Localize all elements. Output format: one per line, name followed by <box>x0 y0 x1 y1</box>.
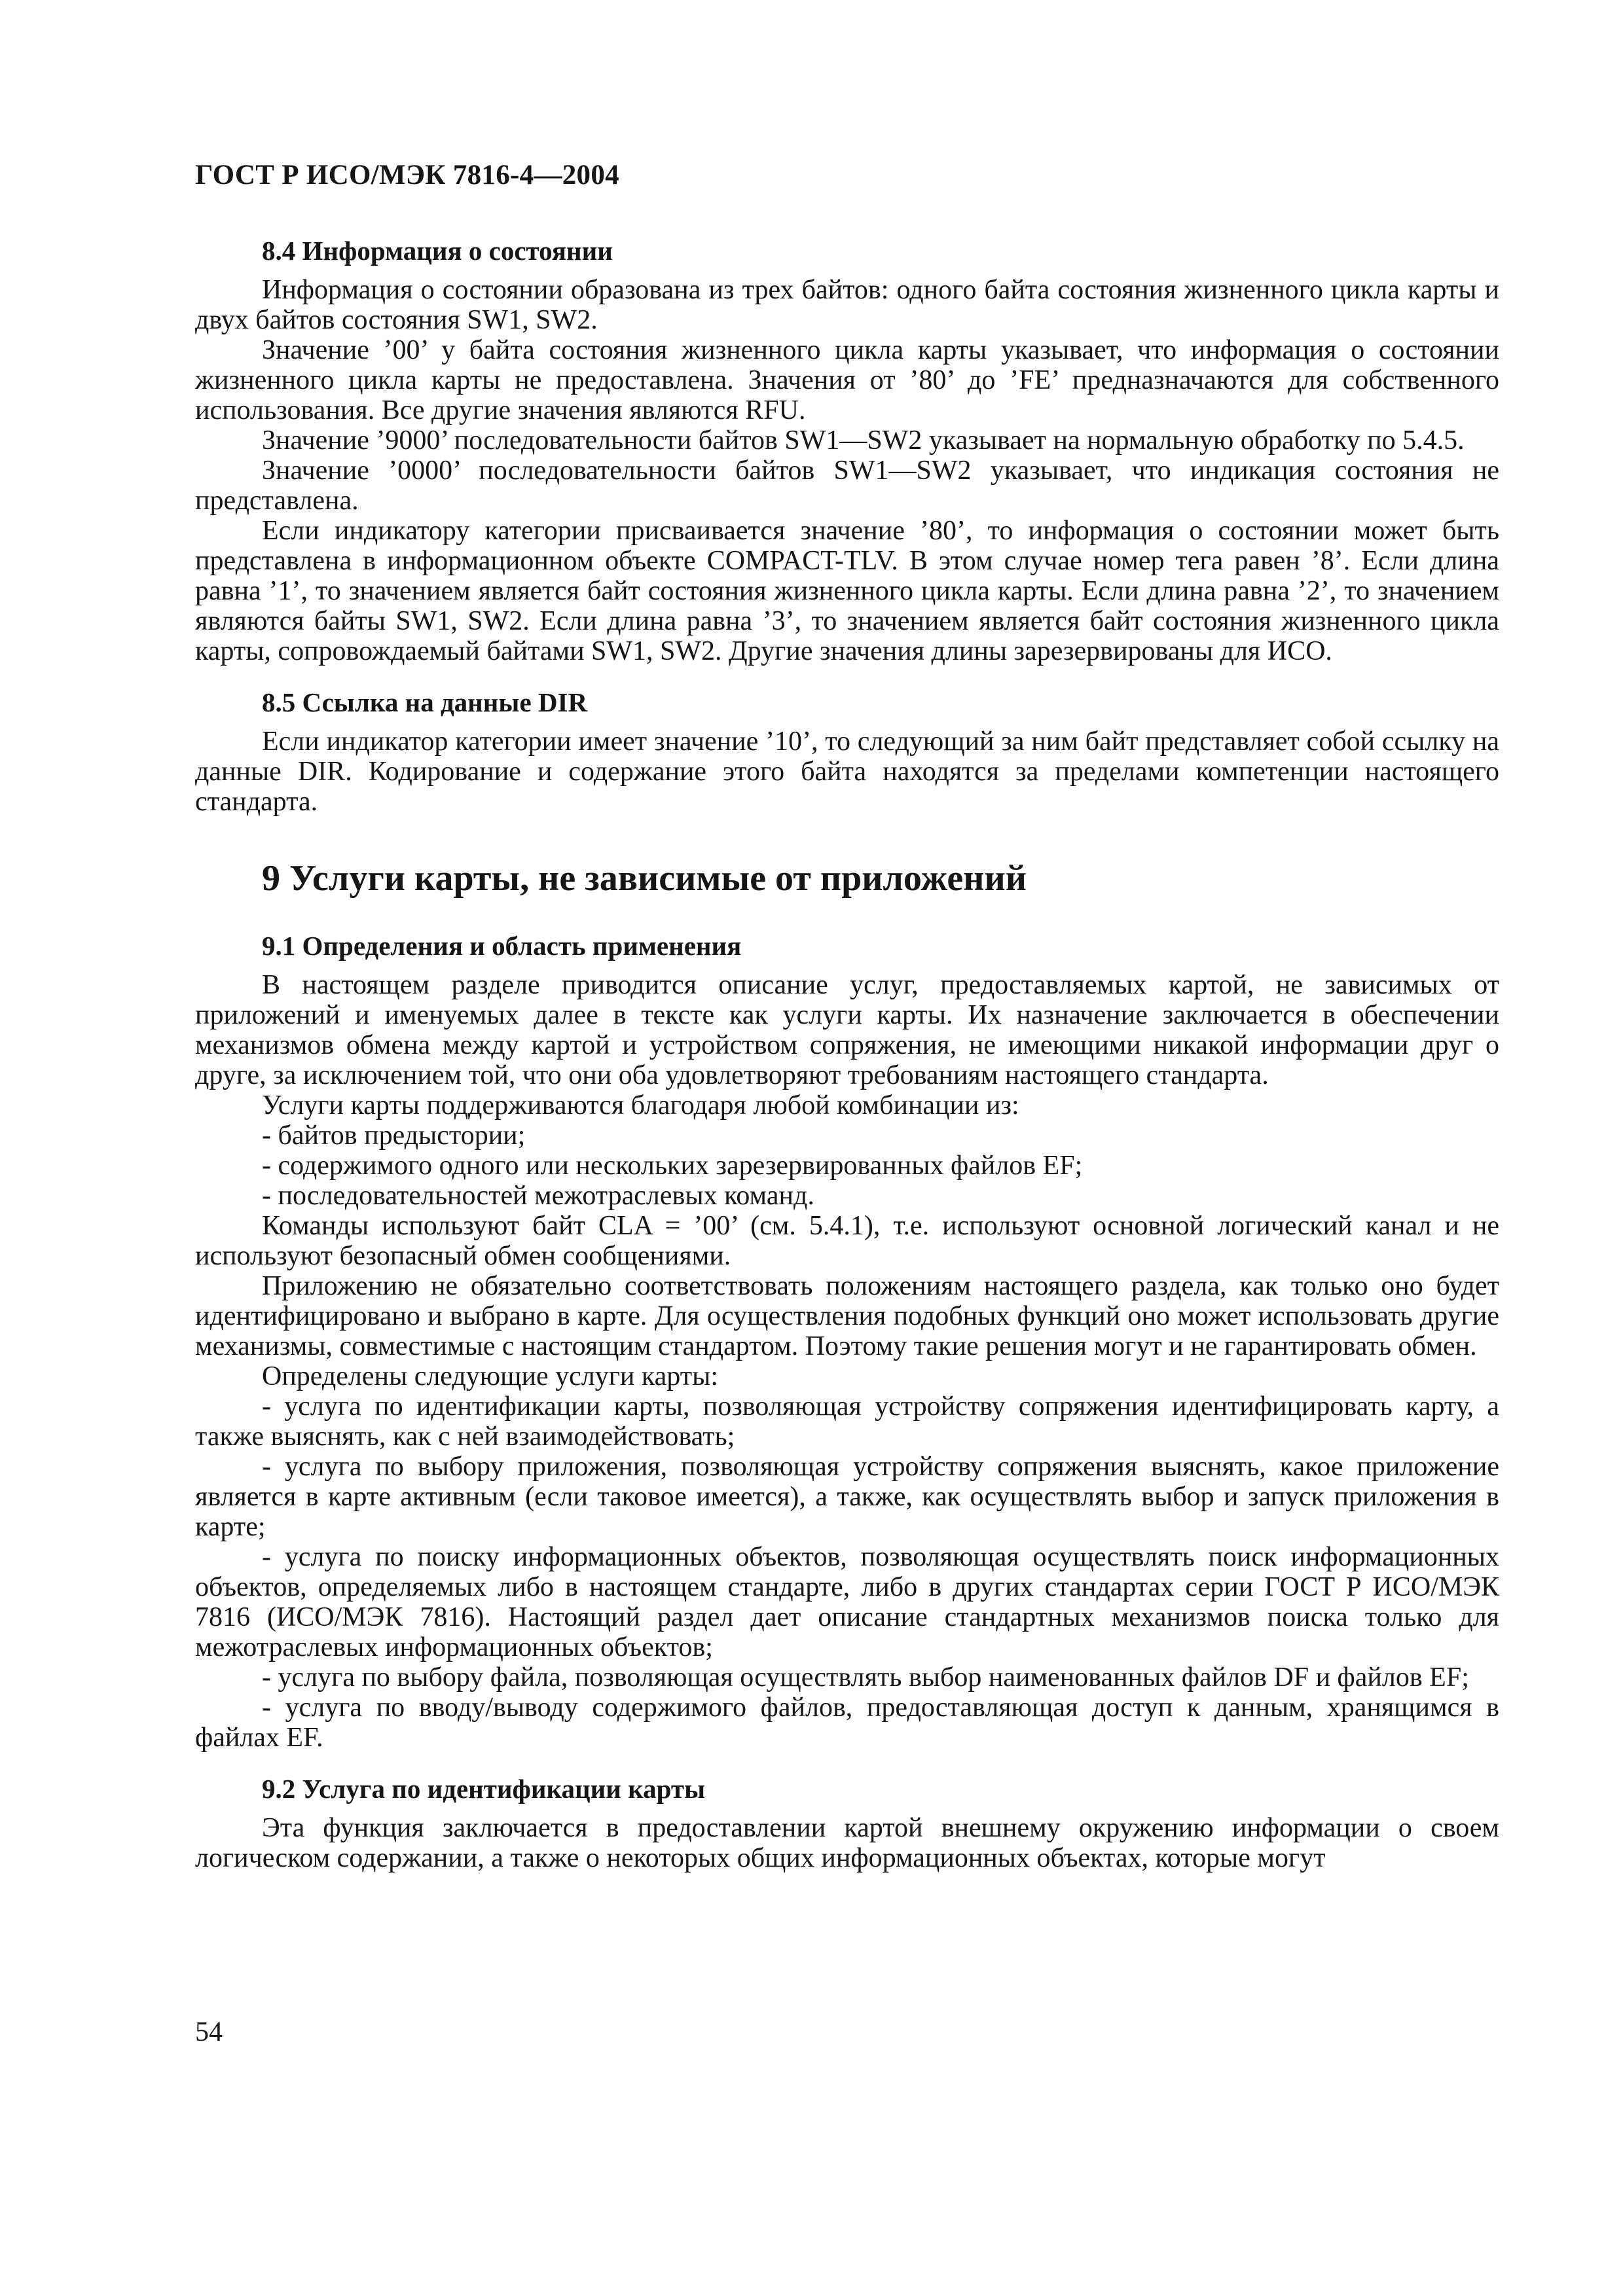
heading-8-4: 8.4 Информация о состоянии <box>262 236 613 266</box>
paragraph: Команды используют байт CLA = ’00’ (см. 5.4.1), т.е. используют основной логический канал и не используют безопасный обмен сообщениями. <box>195 1211 1499 1271</box>
paragraph: Информация о состоянии образована из трех байтов: одного байта состояния жизненного цикла карты и двух байтов состояния SW1, SW2. <box>195 275 1499 335</box>
paragraph: Значение ’00’ у байта состояния жизненного цикла карты указывает, что информация о состоянии жизненного цикла карты не предоставлена. Значения от ’80’ до ’FE’ предназначаются для собственного использования. Все другие значения являются RFU. <box>195 335 1499 425</box>
paragraph: Эта функция заключается в предоставлении картой внешнему окружению информации о своем логическом содержании, а также о некоторых общих информационных объектах, которые могут <box>195 1813 1499 1873</box>
list-item: - услуга по выбору файла, позволяющая осуществлять выбор наименованных файлов DF и файлов EF; <box>262 1662 1469 1693</box>
paragraph: Приложению не обязательно соответствовать положениям настоящего раздела, как только оно будет идентифицировано и выбрано в карте. Для осуществления подобных функций оно может использовать другие механизмы, совместимые с настоящим стандартом. Поэтому такие решения могут и не гарантировать обмен. <box>195 1271 1499 1361</box>
heading-9-1: 9.1 Определения и область применения <box>262 931 742 961</box>
paragraph: Если индикатор категории имеет значение ’10’, то следующий за ним байт представляет собой ссылку на данные DIR. Кодирование и содержание этого байта находятся за пределами компетенции настоящего стандарта. <box>195 726 1499 817</box>
heading-9: 9 Услуги карты, не зависимые от приложений <box>262 858 1027 899</box>
running-header: ГОСТ Р ИСО/МЭК 7816-4—2004 <box>195 160 619 190</box>
heading-8-5: 8.5 Ссылка на данные DIR <box>262 687 588 717</box>
list-item: - услуга по поиску информационных объектов, позволяющая осуществлять поиск информационных объектов, определяемых либо в настоящем стандарте, либо в других стандартах серии ГОСТ Р ИСО/МЭК 7816 (ИСО/МЭК 7816). Настоящий раздел дает описание стандартных механизмов поиска только для межотраслевых информационных объектов; <box>195 1542 1499 1662</box>
list-item: - содержимого одного или нескольких зарезервированных файлов EF; <box>262 1151 1083 1181</box>
list-item: - услуга по вводу/выводу содержимого файлов, предоставляющая доступ к данным, хранящимся в файлах EF. <box>195 1693 1499 1753</box>
paragraph: Значение ’9000’ последовательности байтов SW1—SW2 указывает на нормальную обработку по 5.4.5. <box>262 425 1465 456</box>
paragraph: Определены следующие услуги карты: <box>262 1361 718 1391</box>
paragraph: Если индикатору категории присваивается значение ’80’, то информация о состоянии может быть представлена в информационном объекте COMPACT-TLV. В этом случае номер тега равен ’8’. Если длина равна ’1’, то значением является байт состояния жизненного цикла карты. Если длина равна ’2’, то значением являются байты SW1, SW2. Если длина равна ’3’, то значением является байт состояния жизненного цикла карты, сопровождаемый байтами SW1, SW2. Другие значения длины зарезервированы для ИСО. <box>195 516 1499 666</box>
heading-9-2: 9.2 Услуга по идентификации карты <box>262 1774 706 1804</box>
page-number: 54 <box>195 2017 223 2047</box>
paragraph: Значение ’0000’ последовательности байтов SW1—SW2 указывает, что индикация состояния не представлена. <box>195 456 1499 516</box>
list-item: - последовательностей межотраслевых команд. <box>262 1181 814 1211</box>
list-item: - услуга по идентификации карты, позволяющая устройству сопряжения идентифицировать карту, а также выяснять, как с ней взаимодействовать; <box>195 1391 1499 1452</box>
paragraph: В настоящем разделе приводится описание услуг, предоставляемых картой, не зависимых от приложений и именуемых далее в тексте как услуги карты. Их назначение заключается в обеспечении механизмов обмена между картой и устройством сопряжения, не имеющими никакой информации друг о друге, за исключением той, что они оба удовлетворяют требованиям настоящего стандарта. <box>195 970 1499 1090</box>
list-item: - байтов предыстории; <box>262 1121 526 1151</box>
document-page <box>195 156 1499 2185</box>
list-item: - услуга по выбору приложения, позволяющая устройству сопряжения выяснять, какое приложение является в карте активным (если таковое имеется), а также, как осуществлять выбор и запуск приложения в карте; <box>195 1452 1499 1542</box>
paragraph: Услуги карты поддерживаются благодаря любой комбинации из: <box>262 1090 1019 1121</box>
